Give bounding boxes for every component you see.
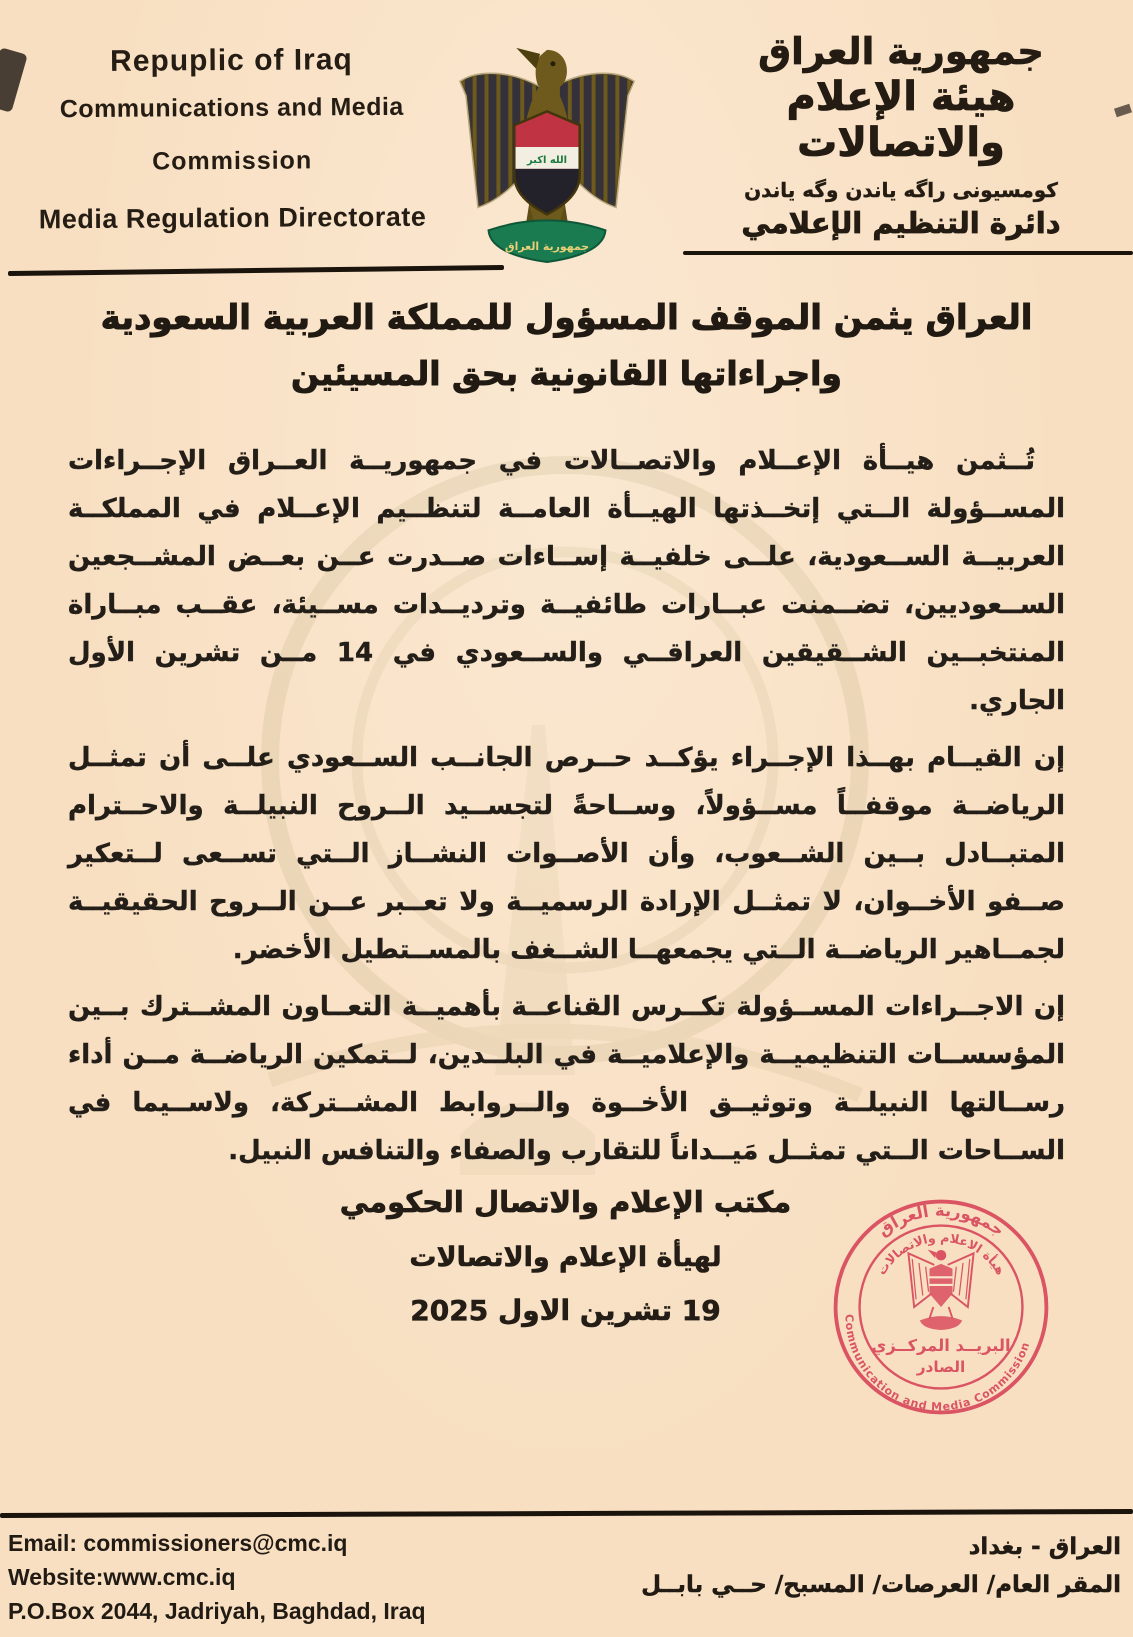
shield-black-band — [514, 169, 579, 215]
stamp-top-arc-text: جمهورية العراق — [874, 1200, 1009, 1240]
emblem-base-text: جمهورية العراق — [504, 240, 590, 254]
arabic-header — [683, 30, 1119, 240]
header-republic-en: Repuplic of Iraq — [109, 43, 353, 78]
header-republic-ar: جمهورية العراق — [758, 30, 1044, 73]
english-header — [27, 43, 436, 236]
stamp-center-line2: الصادر — [916, 1358, 966, 1377]
document-title — [0, 298, 1133, 393]
signature-office: مكتب الإعلام والاتصال الحكومي — [339, 1185, 792, 1219]
stamp-eagle — [908, 1250, 973, 1331]
body-paragraph-2: إن القيــام بهــذا الإجــراء يؤكــد حــرص الجانــب الســعودي علــى أن تمثــل الرياضــة موقفــاً مســؤولاً، وســاحةً لتجســيد الــروح النبيلــة والاحــترام المتبــادل بــين الشــعوب، وأن الأصــوات النشــاز الــتي تســعى لــتعكير صــفو الأخــوان، لا تمثــل الإرادة الرسميــة ولا تعــبر عــن الــروح الحقيقيــة لجمــاهير الرياضــة الــتي يجمعهــا الشــغف بالمســتطيل الأخضر. — [68, 743, 1065, 965]
eagle-beak — [516, 48, 540, 69]
body-paragraph-1: تُــثمن هيــأة الإعــلام والاتصــالات في جمهوريــة العــراق الإجــراءات المســؤولة الــتي إتخــذتها الهيــأة العامــة لتنظــيم الإعــلام في المملكــة العربيــة الســعودية، علــى خلفيــة إســاءات صــدرت عــن بعــض المشــجعين الســعوديين، تضــمنت عبــارات طائفيــة وترديــدات مســيئة، عقــب مبــاراة المنتخبــين الشــقيقين العراقــي والســعودي في 14 مــن تشرين الأول الجاري. — [68, 446, 1065, 716]
stamp-center-line1: البريــد المركــزي — [871, 1336, 1011, 1356]
header-directorate-en: Media Regulation Directorate — [38, 201, 427, 235]
header-directorate-ar: دائرة التنظيم الإعلامي — [741, 206, 1061, 241]
iraq-coat-of-arms — [452, 36, 642, 266]
footer-website: Website:www.cmc.iq — [8, 1564, 236, 1590]
signature-date: 19 تشرين الاول 2025 — [410, 1294, 721, 1327]
header-rule-left — [8, 265, 504, 276]
header-commission-ku: كومسيونى راگه ياندن وگه ياندن — [744, 178, 1058, 203]
footer-pobox: P.O.Box 2044, Jadriyah, Baghdad, Iraq — [8, 1598, 426, 1624]
shield-takbir-text: الله اكبر — [527, 154, 567, 166]
eagle-eye — [550, 61, 555, 66]
postal-stamp — [826, 1192, 1056, 1422]
footer-hq: المقر العام/ العرصات/ المسبح/ حــي بابــل — [641, 1572, 1121, 1598]
title-line-2: واجراءاتها القانونية بحق المسيئين — [291, 354, 842, 393]
footer-divider — [0, 1509, 1133, 1518]
body-paragraph-3: إن الاجــراءات المســؤولة تكــرس القناعــة بأهميــة التعــاون المشــترك بــين المؤسســات التنظيميــة والإعلاميــة في البلــدين، لــتمكين الرياضــة مــن أداء رســالتها النبيلــة وتوثيــق الأخــوة والــروابط المشــتركة، ولاســيما في الســاحات الــتي تمثــل مَيــداناً للتقارب والصفاء والتنافس النبيل. — [68, 992, 1065, 1166]
footer-contact — [8, 1526, 426, 1628]
scan-artifact-corner — [0, 47, 28, 112]
document-body — [68, 437, 1065, 1184]
header-commission-ar: هيئة الإعلام والاتصالات — [786, 74, 1016, 167]
footer-address-ar — [601, 1528, 1121, 1604]
signature-commission: لهيأة الإعلام والاتصالات — [409, 1242, 722, 1273]
eagle-head — [536, 50, 567, 91]
header-commission-en: Commission — [152, 146, 313, 176]
footer-city: العراق - بغداد — [968, 1534, 1121, 1560]
header-cmc-en: Communications and Media — [59, 92, 404, 124]
stamp-bottom-arc-text: Communication and Media Commission — [842, 1313, 1033, 1414]
signature-block — [278, 1185, 853, 1327]
header-rule-right — [683, 251, 1133, 255]
title-line-1: العراق يثمن الموقف المسؤول للمملكة العربية السعودية — [100, 298, 1033, 338]
stamp-second-arc-text: هيأة الاعلام والاتصالات — [873, 1229, 1009, 1278]
footer-email: Email: commissioners@cmc.iq — [8, 1530, 348, 1556]
